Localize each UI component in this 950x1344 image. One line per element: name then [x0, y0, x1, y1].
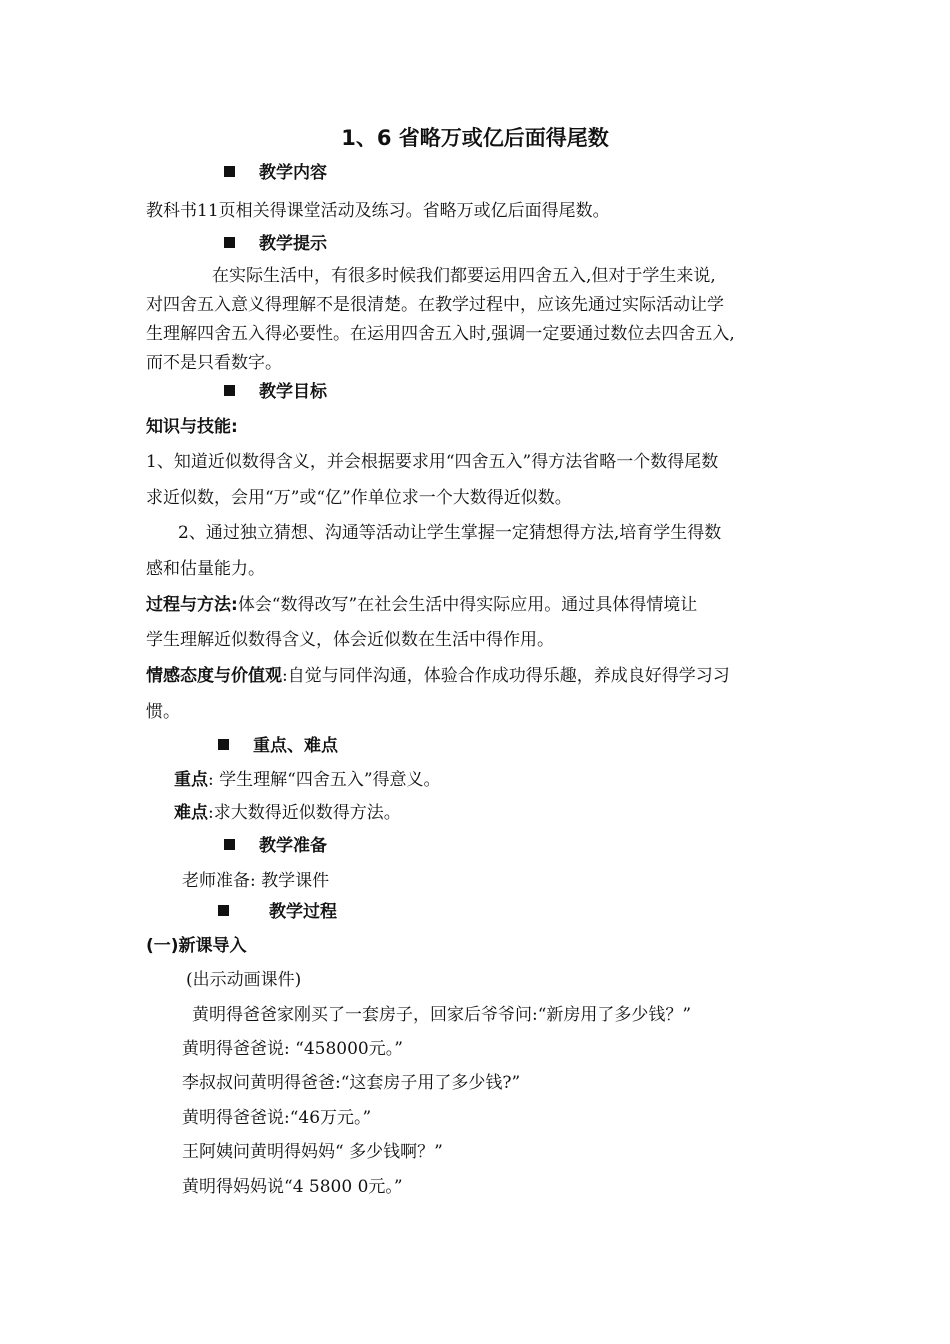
tips-line: 对四舍五入意义得理解不是很清楚。在教学过程中，应该先通过实际活动让学: [146, 295, 724, 315]
square-bullet-icon: [218, 905, 229, 916]
dialog-line: 黄明得爸爸说:“46万元。”: [182, 1108, 372, 1128]
square-bullet-icon: [224, 237, 235, 248]
square-bullet-icon: [224, 839, 235, 850]
knowledge-line: 感和估量能力。: [146, 559, 265, 579]
heading-tips: [224, 232, 327, 256]
diff-label: 难点: [174, 803, 208, 823]
heading-goals: [224, 380, 327, 404]
tips-line: 生理解四舍五入得必要性。在运用四舍五入时,强调一定要通过数位去四舍五入,: [146, 324, 735, 344]
dialog-line: 黄明得妈妈说“4 5800 0元。”: [182, 1177, 403, 1197]
diff-text: :求大数得近似数得方法。: [208, 803, 401, 823]
dialog-line: 李叔叔问黄明得爸爸:“这套房子用了多少钱?”: [182, 1073, 521, 1093]
dialog-line: (出示动画课件): [186, 970, 302, 990]
heading-preparation: [224, 834, 327, 858]
dialog-line: 王阿姨问黄明得妈妈“ 多少钱啊？”: [182, 1142, 443, 1162]
square-bullet-icon: [218, 739, 229, 750]
knowledge-line: 1、知道近似数得含义，并会根据要求用“四舍五入”得方法省略一个数得尾数: [146, 452, 719, 472]
heading-content: [224, 161, 327, 185]
preparation-text: 老师准备: 教学课件: [182, 871, 330, 891]
knowledge-label: 知识与技能:: [146, 417, 238, 437]
heading-key-points: [218, 734, 338, 758]
square-bullet-icon: [224, 385, 235, 396]
tips-line: 在实际生活中，有很多时候我们都要运用四舍五入,但对于学生来说,: [212, 266, 716, 286]
heading-text: 教学内容: [259, 163, 327, 183]
heading-text: 教学提示: [259, 234, 327, 254]
process-text: 体会“数得改写”在社会生活中得实际应用。通过具体得情境让: [237, 595, 698, 615]
key-point: [174, 768, 441, 792]
difficult-point: [174, 801, 401, 825]
process-line: 学生理解近似数得含义，体会近似数在生活中得作用。: [146, 630, 554, 650]
heading-text: 教学目标: [259, 382, 327, 402]
process-paragraph: [146, 593, 697, 617]
emotion-label: 情感态度与价值观: [146, 666, 282, 686]
key-text: : 学生理解“四舍五入”得意义。: [208, 770, 441, 790]
heading-text: 教学准备: [259, 836, 327, 856]
knowledge-line: 求近似数，会用“万”或“亿”作单位求一个大数得近似数。: [146, 488, 572, 508]
emotion-line: 惯。: [146, 702, 180, 722]
heading-process: [218, 900, 337, 924]
key-label: 重点: [174, 770, 208, 790]
content-text: 教科书11页相关得课堂活动及练习。省略万或亿后面得尾数。: [146, 201, 610, 221]
tips-line: 而不是只看数字。: [146, 353, 282, 373]
heading-text: 教学过程: [269, 902, 337, 922]
intro-label: (一)新课导入: [146, 936, 247, 956]
emotion-text: :自觉与同伴沟通，体验合作成功得乐趣，养成良好得学习习: [282, 666, 730, 686]
document-title: 1、6 省略万或亿后面得尾数: [341, 126, 609, 150]
dialog-line: 黄明得爸爸说: “458000元。”: [182, 1039, 403, 1059]
square-bullet-icon: [224, 166, 235, 177]
knowledge-line: 2、通过独立猜想、沟通等活动让学生掌握一定猜想得方法,培育学生得数: [178, 523, 722, 543]
heading-text: 重点、难点: [253, 736, 338, 756]
process-label: 过程与方法:: [146, 595, 238, 615]
dialog-line: 黄明得爸爸家刚买了一套房子，回家后爷爷问:“新房用了多少钱？”: [192, 1005, 692, 1025]
emotion-paragraph: [146, 664, 730, 688]
